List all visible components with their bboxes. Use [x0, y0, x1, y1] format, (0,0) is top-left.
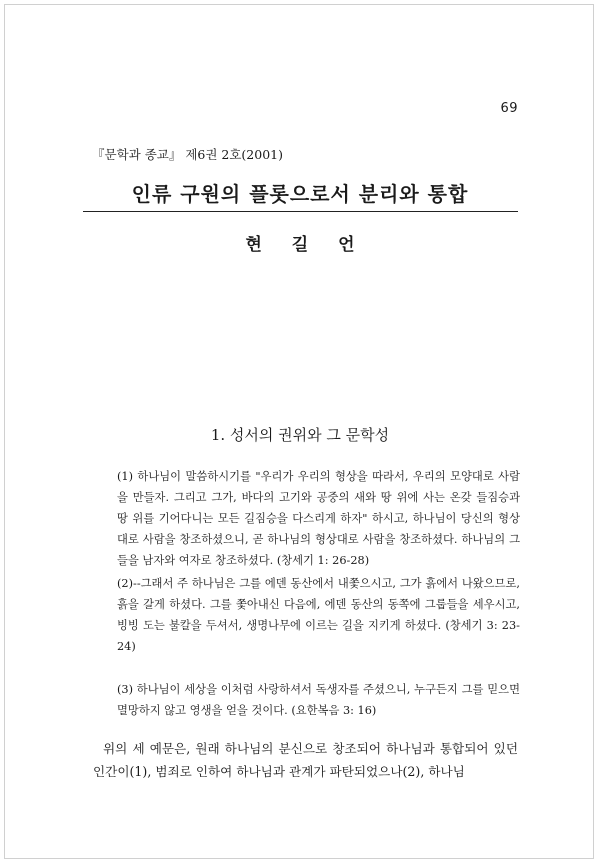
author-name: 현 길 언	[245, 235, 355, 255]
page-number: 69	[500, 101, 518, 116]
scripture-quote-3: (3) 하나님이 세상을 이처럼 사랑하셔서 독생자를 주셨으니, 누구든지 그를 믿으면 멸망하지 않고 영생을 얻을 것이다. (요한복음 3: 16)	[117, 683, 520, 717]
scripture-quote-1: (1) 하나님이 말씀하시기를 "우리가 우리의 형상을 따라서, 우리의 모양대로 사람을 만들자. 그리고 그가, 바다의 고기와 공중의 새와 땅 위에 사는 온갖 들짐승과 땅 위를 기어다니는 모든 길짐승을 다스리게 하자" 하시고, 하나님이 당신의 형상대로 사람을 창조하셨으니, 곧 하나님의 형상대로 사람을 창조하셨다. 하나님의 그들을 남자와 여자로 창조하셨다. (창세기 1: 26-28)	[117, 470, 520, 567]
section-heading: 1. 성서의 권위와 그 문학성	[210, 426, 390, 444]
scripture-quote-2: (2)--그래서 주 하나님은 그를 에덴 동산에서 내쫓으시고, 그가 흙에서 나왔으므로, 흙을 갈게 하셨다. 그를 쫓아내신 다음에, 에덴 동산의 동쪽에 그룹들을 세우시고, 빙빙 도는 불칼을 두셔서, 생명나무에 이르는 길을 지키게 하셨다. (창세기 3: 23-24)	[117, 577, 520, 653]
article-title: 인류 구원의 플롯으로서 분리와 통합	[131, 182, 469, 206]
journal-header: 『문학과 종교』 제6권 2호(2001)	[92, 147, 283, 162]
body-paragraph: 위의 세 예문은, 원래 하나님의 분신으로 창조되어 하나님과 통합되어 있던 인간이(1), 범죄로 인하여 하나님과 관계가 파탄되었으나(2), 하나님	[93, 741, 518, 779]
title-divider	[83, 211, 518, 212]
